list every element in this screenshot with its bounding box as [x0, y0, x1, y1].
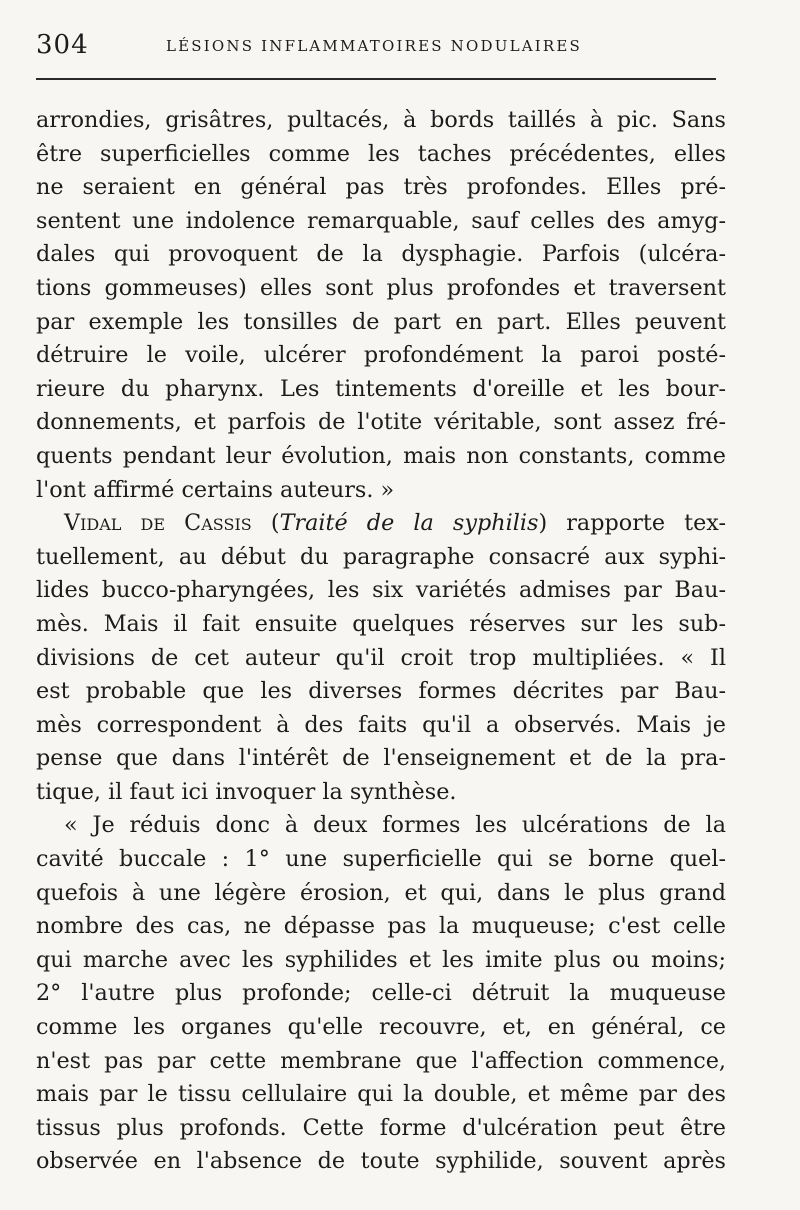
text-line: n'est pas par cette membrane que l'affection commence, — [36, 1047, 726, 1074]
text-line: divisions de cet auteur qu'il croit trop multipliées. « Il — [36, 644, 726, 671]
text-line: tuellement, au début du paragraphe consacré aux syphi- — [36, 543, 726, 570]
page-header — [36, 30, 736, 64]
text-line: mès correspondent à des faits qu'il a observés. Mais je — [36, 711, 726, 738]
running-head: LÉSIONS INFLAMMATOIRES NODULAIRES — [166, 37, 583, 55]
text-line: tions gommeuses) elles sont plus profondes et traversent — [36, 274, 726, 301]
text-line — [36, 507, 726, 541]
text-line: quents pendant leur évolution, mais non constants, comme — [36, 442, 726, 469]
text-line: ne seraient en général pas très profondes. Elles pré- — [36, 174, 726, 201]
text-line: observée en l'absence de toute syphilide, souvent après — [36, 1148, 726, 1175]
text-line: est probable que les diverses formes décrites par Bau- — [36, 678, 726, 705]
line-segment: ( — [251, 510, 280, 537]
text-line: « Je réduis donc à deux formes les ulcérations de la — [64, 812, 726, 839]
line-segment: ) rapporte tex- — [538, 510, 727, 537]
cited-author: Vidal de Cassis — [64, 510, 252, 537]
text-line: comme les organes qu'elle recouvre, et, en général, ce — [36, 1014, 726, 1041]
text-line: par exemple les tonsilles de part en part. Elles peuvent — [36, 308, 726, 335]
text-line: pense que dans l'intérêt de l'enseignement et de la pra- — [36, 745, 726, 772]
text-line: mais par le tissu cellulaire qui la double, et même par des — [36, 1081, 726, 1108]
text-line: 2° l'autre plus profonde; celle-ci détruit la muqueuse — [36, 980, 726, 1007]
text-line: donnements, et parfois de l'otite véritable, sont assez fré- — [36, 409, 726, 436]
text-line: sentent une indolence remarquable, sauf celles des amyg- — [36, 207, 726, 234]
text-line: cavité buccale : 1° une superficielle qui se borne quel- — [36, 846, 726, 873]
text-line: lides bucco-pharyngées, les six variétés admises par Bau- — [36, 577, 726, 604]
cited-work-title: Traité de la syphilis — [279, 510, 539, 537]
text-line: nombre des cas, ne dépasse pas la muqueuse; c'est celle — [36, 913, 726, 940]
header-rule — [36, 78, 716, 80]
text-line: arrondies, grisâtres, pultacés, à bords taillés à pic. Sans — [36, 107, 726, 133]
page-number: 304 — [36, 30, 89, 60]
text-line: tique, il faut ici invoquer la synthèse. — [36, 778, 457, 805]
text-line: rieure du pharynx. Les tintements d'oreille et les bour- — [36, 375, 726, 402]
text-line: tissus plus profonds. Cette forme d'ulcération peut être — [36, 1114, 726, 1141]
text-line: être superficielles comme les taches précédentes, elles — [36, 140, 726, 167]
text-line: l'ont affirmé certains auteurs. » — [36, 476, 395, 503]
text-line: quefois à une légère érosion, et qui, dans le plus grand — [36, 879, 726, 906]
text-line: qui marche avec les syphilides et les imite plus ou moins; — [36, 946, 726, 973]
text-line: dales qui provoquent de la dysphagie. Parfois (ulcéra- — [36, 241, 726, 268]
text-line: mès. Mais il fait ensuite quelques réserves sur les sub- — [36, 610, 726, 637]
body-text — [36, 104, 726, 1179]
text-line: détruire le voile, ulcérer profondément la paroi posté- — [36, 342, 726, 369]
